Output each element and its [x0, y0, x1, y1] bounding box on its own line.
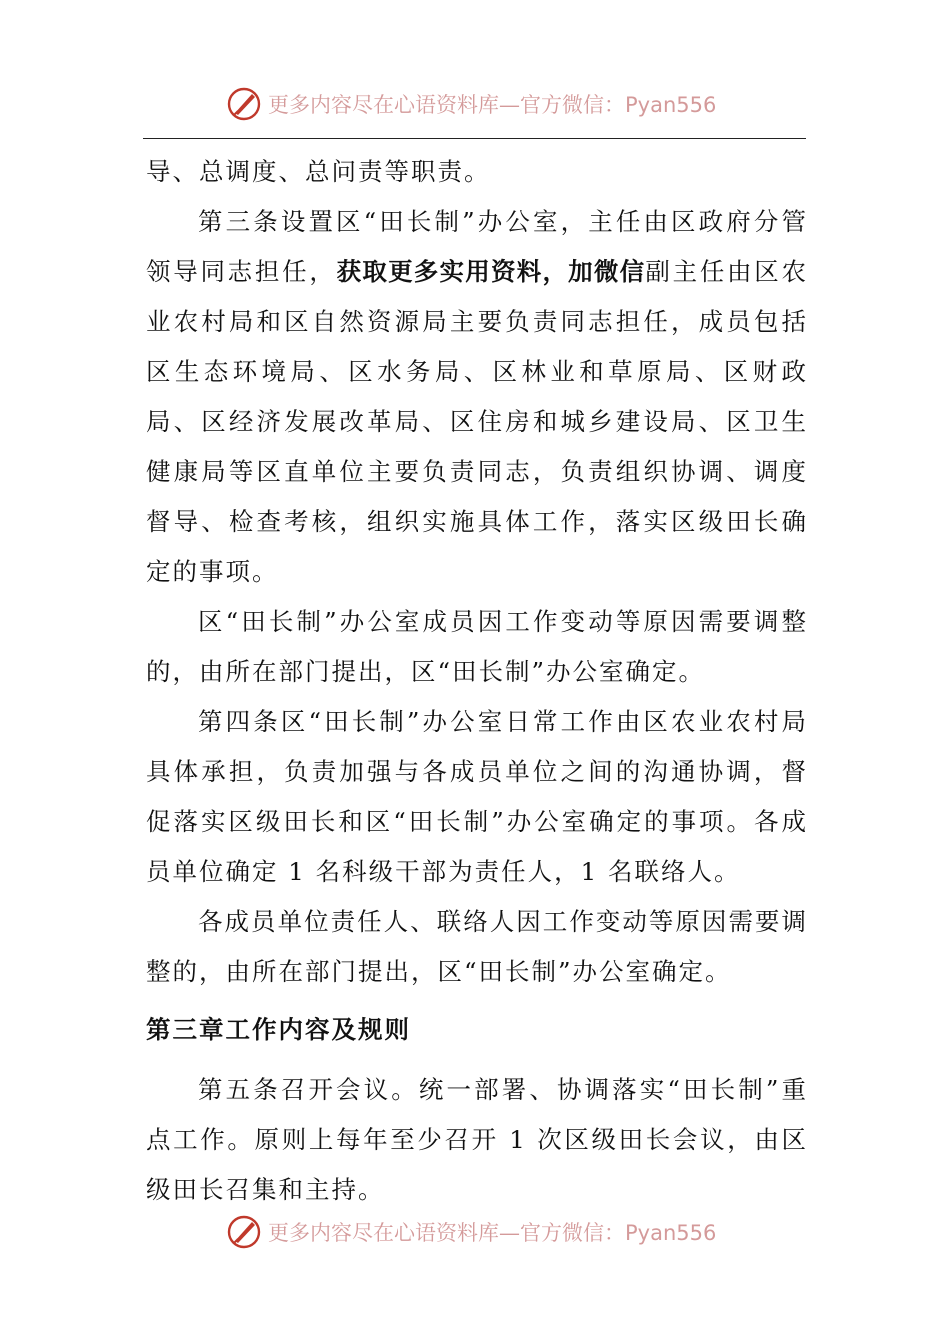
quill-logo-icon [226, 1214, 262, 1250]
document-body [146, 147, 808, 1215]
footer-watermark-id: Pyan556 [625, 1221, 717, 1245]
paragraph-office-members: 区“田长制”办公室成员因工作变动等原因需要调整的，由所在部门提出，区“田长制”办公室确定。 [146, 607, 808, 686]
header-watermark-main: 更多内容尽在心语资料库—官方微信： [268, 93, 625, 117]
article-3-part-a: 第三条设置区“田长制”办公室，主任由区政府分管领导同志担任， [146, 207, 808, 286]
header-watermark-id: Pyan556 [625, 93, 717, 117]
paragraph-article-4: 第四条区“田长制”办公室日常工作由区农业农村局具体承担，负责加强与各成员单位之间的沟通协调，督促落实区级田长和区“田长制”办公室确定的事项。各成员单位确定 1 名科级干部为责任人，1 名联络人。 [146, 707, 808, 886]
page-header [0, 84, 950, 124]
paragraph-article-3 [146, 197, 808, 597]
chapter-title: 第三章工作内容及规则 [146, 1015, 411, 1044]
header-divider [143, 138, 806, 139]
footer-watermark [268, 1217, 716, 1247]
header-watermark [268, 89, 716, 119]
footer-watermark-main: 更多内容尽在心语资料库—官方微信： [268, 1221, 625, 1245]
quill-logo-icon [226, 86, 262, 122]
paragraph-article-5: 第五条召开会议。统一部署、协调落实“田长制”重点工作。原则上每年至少召开 1 次区级田长会议，由区级田长召集和主持。 [146, 1075, 808, 1204]
paragraph-liaison: 各成员单位责任人、联络人因工作变动等原因需要调整的，由所在部门提出，区“田长制”办公室确定。 [146, 907, 808, 986]
promo-inline-text: 获取更多实用资料，加微信 [336, 257, 646, 286]
page-footer [0, 1212, 950, 1252]
article-3-part-b: 副主任由区农业农村局和区自然资源局主要负责同志担任，成员包括区生态环境局、区水务局、区林业和草原局、区财政局、区经济发展改革局、区住房和城乡建设局、区卫生健康局等区直单位主要负责同志，负责组织协调、调度督导、检查考核，组织实施具体工作，落实区级田长确定的事项。 [146, 257, 809, 586]
paragraph-continuation: 导、总调度、总问责等职责。 [146, 157, 491, 186]
